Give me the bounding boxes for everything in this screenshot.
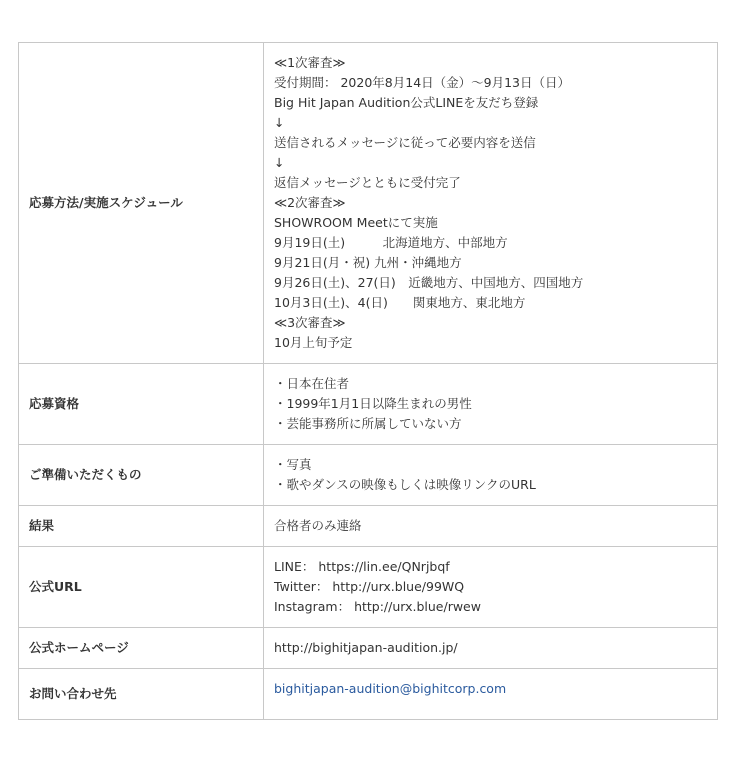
table-row-schedule — [19, 43, 718, 364]
table-row-contact — [19, 669, 718, 720]
table-row-requirements — [19, 445, 718, 506]
value-line: LINE： https://lin.ee/QNrjbqf — [274, 559, 450, 574]
value-line: Big Hit Japan Audition公式LINEを友だち登録 — [274, 95, 539, 110]
value-line: ≪3次審査≫ — [274, 315, 346, 330]
row-value — [264, 547, 718, 628]
value-line: ↓ — [274, 115, 285, 130]
value-line: ・日本在住者 — [274, 376, 350, 391]
contact-email-link[interactable]: bighitjapan-audition@bighitcorp.com — [274, 681, 507, 696]
row-label: ご準備いただくもの — [19, 445, 264, 506]
value-line: ↓ — [274, 155, 285, 170]
table-row-results — [19, 506, 718, 547]
row-label: 応募方法/実施スケジュール — [19, 43, 264, 364]
value-line: 10月3日(土)、4(日) 関東地方、東北地方 — [274, 295, 526, 310]
row-label: 公式URL — [19, 547, 264, 628]
table-row-homepage — [19, 628, 718, 669]
table-row-official-url — [19, 547, 718, 628]
value-line: 受付期間： 2020年8月14日（金）〜9月13日（日） — [274, 75, 571, 90]
value-line: 9月21日(月・祝) 九州・沖縄地方 — [274, 255, 462, 270]
row-value — [264, 445, 718, 506]
value-line: ・1999年1月1日以降生まれの男性 — [274, 396, 472, 411]
value-line: 合格者のみ連絡 — [274, 518, 362, 533]
row-value — [264, 506, 718, 547]
table-row-eligibility — [19, 364, 718, 445]
row-label: お問い合わせ先 — [19, 669, 264, 720]
value-line: SHOWROOM Meetにて実施 — [274, 215, 438, 230]
row-value — [264, 669, 718, 720]
value-line: 返信メッセージとともに受付完了 — [274, 175, 461, 190]
value-line: http://bighitjapan-audition.jp/ — [274, 640, 458, 655]
value-line: ・写真 — [274, 457, 312, 472]
value-line: ≪2次審査≫ — [274, 195, 346, 210]
row-label: 応募資格 — [19, 364, 264, 445]
value-line: ・芸能事務所に所属していない方 — [274, 416, 462, 431]
row-label: 公式ホームページ — [19, 628, 264, 669]
row-value — [264, 43, 718, 364]
value-line: Twitter： http://urx.blue/99WQ — [274, 579, 465, 594]
row-label: 結果 — [19, 506, 264, 547]
value-line: ・歌やダンスの映像もしくは映像リンクのURL — [274, 477, 536, 492]
row-value — [264, 628, 718, 669]
audition-info-table — [18, 42, 718, 720]
value-line: Instagram： http://urx.blue/rwew — [274, 599, 481, 614]
value-line: 10月上旬予定 — [274, 335, 353, 350]
value-line: 9月26日(土)、27(日) 近畿地方、中国地方、四国地方 — [274, 275, 584, 290]
value-line: 9月19日(土) 北海道地方、中部地方 — [274, 235, 508, 250]
value-line: 送信されるメッセージに従って必要内容を送信 — [274, 135, 536, 150]
row-value — [264, 364, 718, 445]
value-line: ≪1次審査≫ — [274, 55, 346, 70]
